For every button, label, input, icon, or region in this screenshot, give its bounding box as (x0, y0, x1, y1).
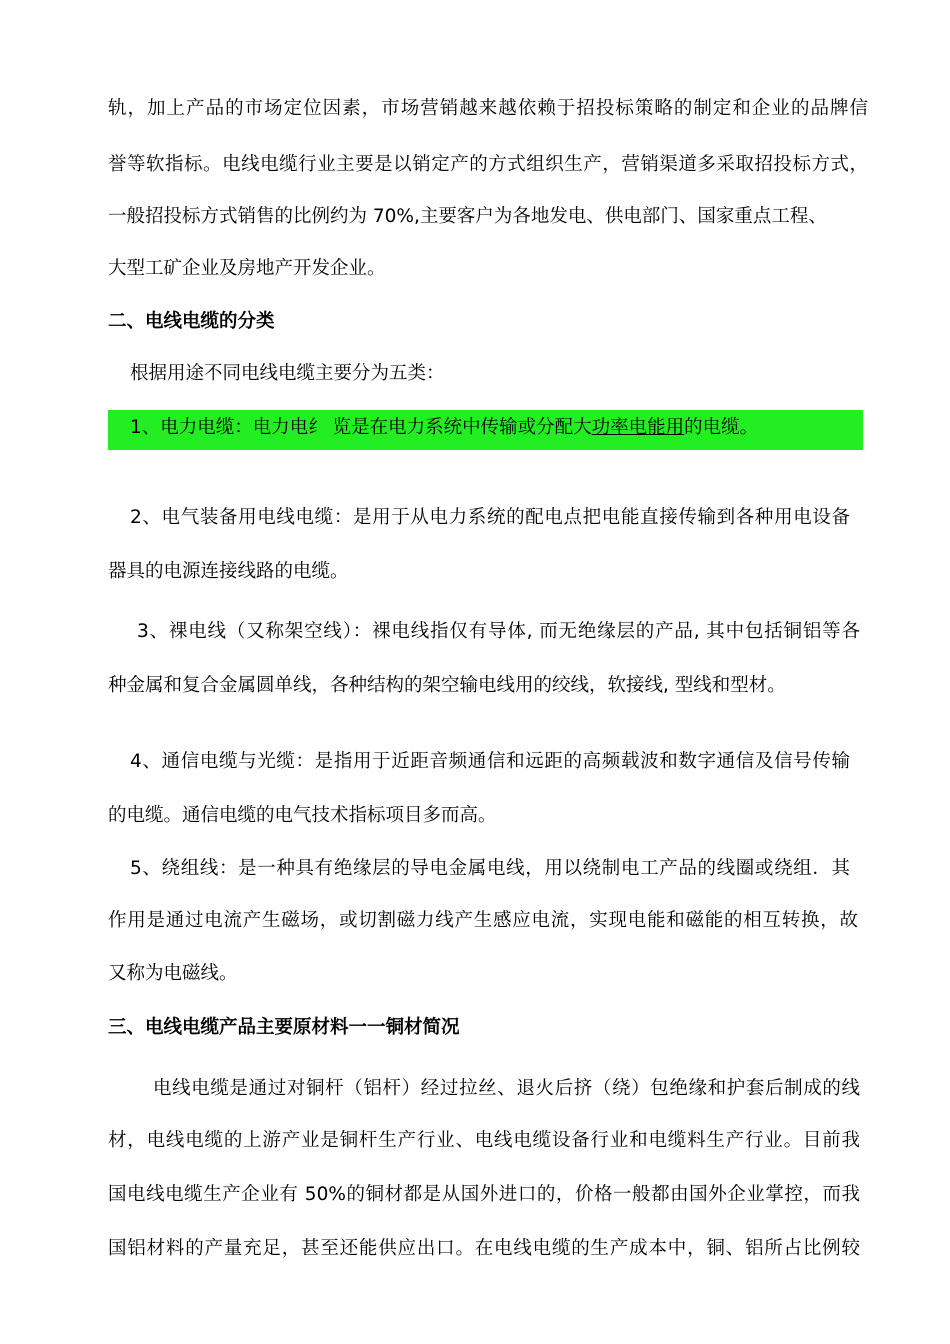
section-heading-3: 三、电线电缆产品主要原材料一一铜材简况 (108, 1017, 460, 1038)
paragraph-line: 材，电线电缆的上游产业是铜杆生产行业、电线电缆设备行业和电缆料生产行业。目前我 (108, 1130, 860, 1151)
section-intro: 根据用途不同电线电缆主要分为五类： (130, 363, 445, 384)
paragraph-line: 大型工矿企业及房地产开发企业。 (108, 258, 386, 279)
paragraph-line: 国电线电缆生产企业有 50%的铜材都是从国外进口的，价格一般都由国外企业掌控，而我 (108, 1184, 860, 1205)
list-item-3-line: 种金属和复合金属圆单线，各种结构的架空输电线用的绞线，软接线, 型线和型材。 (108, 675, 786, 696)
list-item-2-line: 2、电气装备用电线电缆：是用于从电力系统的配电点把电能直接传输到各种用电设备 (130, 507, 850, 528)
list-item-1-underlined: 功率电能用 (591, 417, 685, 438)
list-item-5-line: 作用是通过电流产生磁场，或切割磁力线产生感应电流，实现电能和磁能的相互转换，故 (108, 910, 858, 931)
list-item-5-line: 5、绕组线：是一种具有绝缘层的导电金属电线，用以绕制电工产品的线圈或绕组．其 (130, 858, 850, 879)
list-item-1-text: 1、电力电缆：电力电纟 览是在电力系统中传输或分配大 (130, 417, 592, 438)
list-item-1-tail: 的电缆。 (684, 417, 759, 438)
section-heading-2: 二、电线电缆的分类 (108, 311, 275, 332)
list-item-5-line: 又称为电磁线。 (108, 963, 238, 984)
paragraph-line: 电线电缆是通过对铜杆（铝杆）经过拉丝、退火后挤（绕）包绝缘和护套后制成的线 (153, 1078, 860, 1099)
list-item-4-line: 4、通信电缆与光缆：是指用于近距音频通信和远距的高频载波和数字通信及信号传输 (130, 751, 850, 772)
paragraph-line: 一般招投标方式销售的比例约为 70%,主要客户为各地发电、供电部门、国家重点工程、 (108, 206, 827, 227)
list-item-1 (130, 416, 890, 440)
paragraph-line: 誉等软指标。电线电缆行业主要是以销定产的方式组织生产，营销渠道多采取招投标方式， (108, 154, 868, 175)
list-item-3-line: 3、裸电线（又称架空线）：裸电线指仅有导体, 而无绝缘层的产品, 其中包括铜铝等各 (137, 621, 860, 642)
list-item-2-line: 器具的电源连接线路的电缆。 (108, 561, 349, 582)
paragraph-line: 国铝材料的产量充足，甚至还能供应出口。在电线电缆的生产成本中，铜、铝所占比例较 (108, 1238, 860, 1259)
list-item-4-line: 的电缆。通信电缆的电气技术指标项目多而高。 (108, 805, 497, 826)
paragraph-line: 轨，加上产品的市场定位因素，市场营销越来越依赖于招投标策略的制定和企业的品牌信 (108, 98, 868, 119)
